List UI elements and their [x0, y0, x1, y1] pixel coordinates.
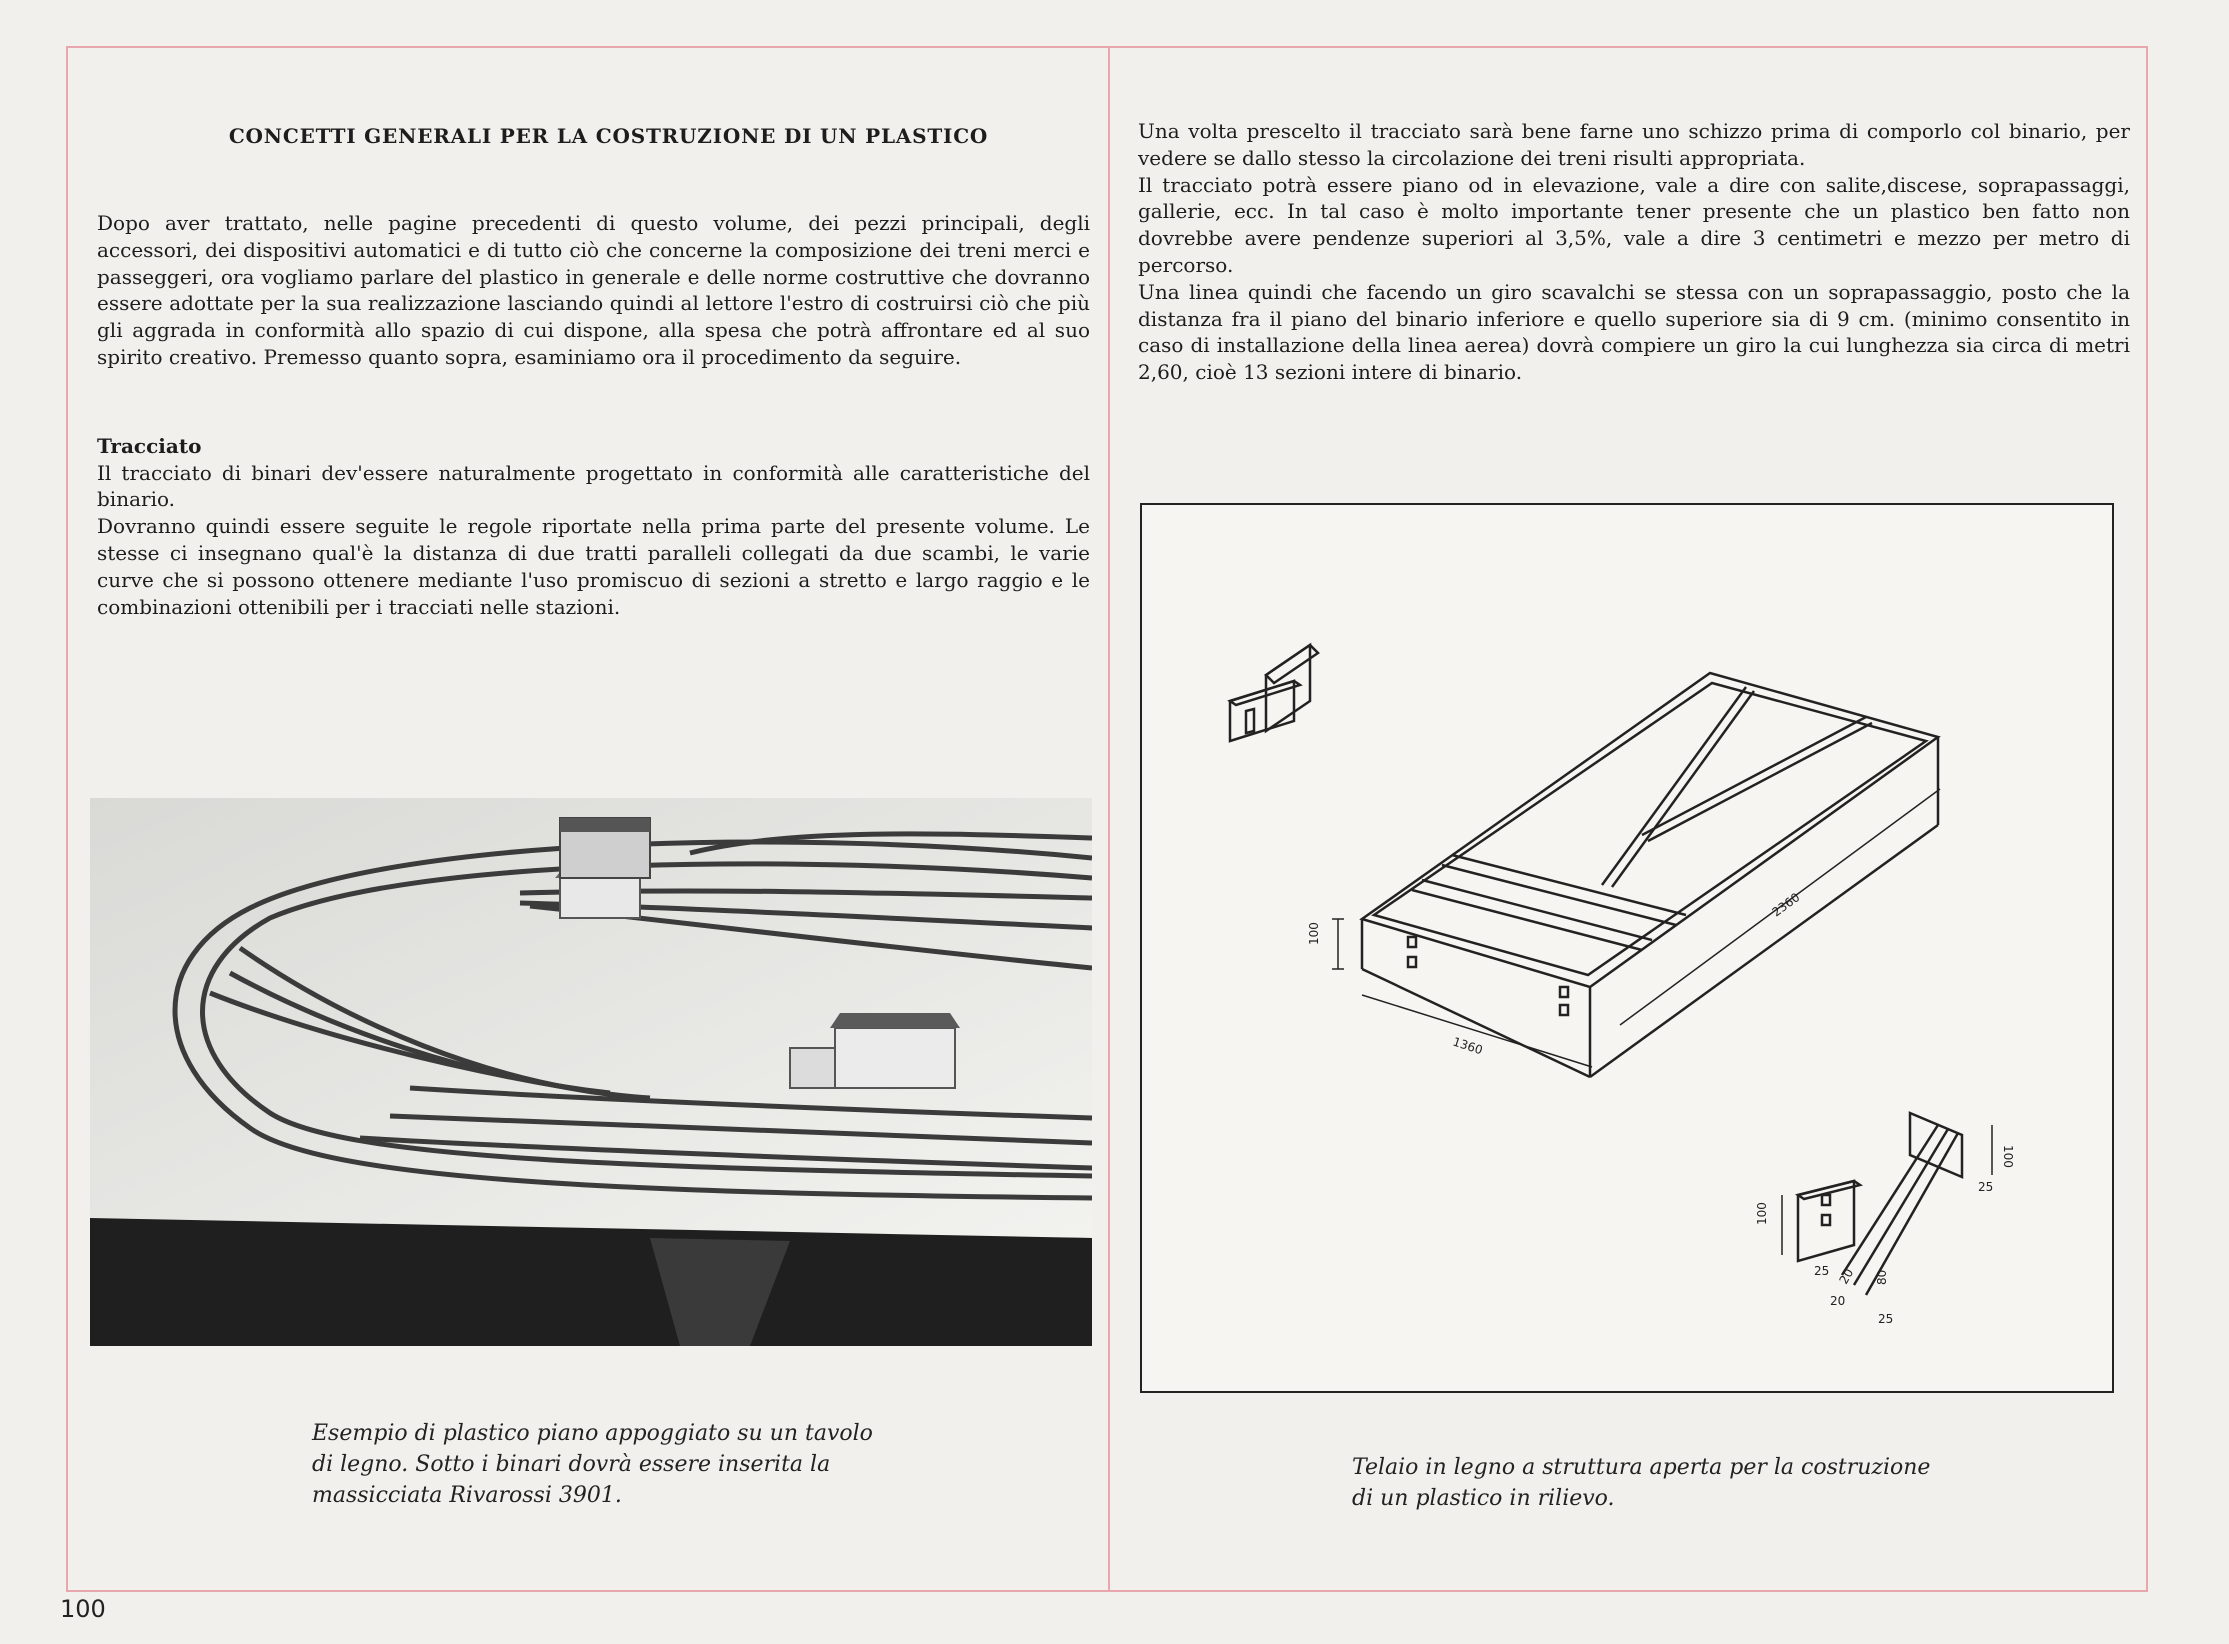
- dim-20-label-1: 20: [1830, 1294, 1846, 1308]
- intro-paragraph: Dopo aver trattato, nelle pagine precedenti di questo volume, dei pezzi principali, degli accessori, dei dispositivi automatici e di tutto ciò che concerne la composizione dei treni merci e passeggeri, ora vogliamo parlare del plastico in generale e delle norme costruttive che dovranno essere adottate per la sua realizzazione lasciando quindi al lettore l'estro di costruirsi ciò che più gli aggrada in conformità allo spazio di cui dispone, alla spesa che potrà affrontare ed al suo spirito creativo. Premesso quanto sopra, esaminiamo ora il procedimento da seguire.: [97, 211, 1090, 369]
- frame-drawing-svg: [1142, 505, 2112, 1391]
- dim-height-label-3: 100: [1755, 1202, 1769, 1225]
- left-column: [97, 118, 1090, 620]
- page-heading: CONCETTI GENERALI PER LA COSTRUZIONE DI UN PLASTICO: [228, 124, 989, 148]
- dim-width-label: 1360: [1451, 1034, 1485, 1058]
- right-paragraph-3: Una linea quindi che facendo un giro scavalchi se stessa con un soprapassaggio, posto che la distanza fra il piano del binario inferiore e quello superiore sia di 9 cm. (minimo consentito in caso di installazione della linea aerea) dovrà compiere un giro la cui lunghezza sia circa di metri 2,60, cioè 13 sezioni intere di binario.: [1138, 279, 2130, 385]
- dim-height-label: 100: [1307, 922, 1321, 945]
- dim-25-label-1: 25: [1978, 1180, 1994, 1194]
- dim-height-label-2: 100: [2001, 1145, 2015, 1168]
- signal-box: [560, 818, 650, 878]
- dim-25-label-2: 25: [1814, 1264, 1830, 1278]
- drawing-caption: Telaio in legno a struttura aperta per la costruzione di un plastico in rilievo.: [1352, 1455, 1931, 1511]
- layout-photo-image: [90, 798, 1092, 1346]
- column-divider: [1108, 46, 1110, 1592]
- tracciato-paragraph-1: Il tracciato di binari dev'essere naturalmente progettato in conformità alle caratteristiche del binario.: [97, 460, 1090, 512]
- dim-25-label-3: 25: [1878, 1312, 1894, 1326]
- dim-80-label: 80: [1875, 1269, 1889, 1285]
- right-column: [1138, 118, 2130, 386]
- tracciato-paragraph-2: Dovranno quindi essere seguite le regole riportate nella prima parte del presente volume. Le stesse ci insegnano qual'è la distanza di due tratti paralleli collegati da due scambi, le varie curve che si possono ottenere mediante l'uso promiscuo di sezioni a stretto e largo raggio e le combinazioni ottenibili per i tracciati nelle stazioni.: [97, 514, 1090, 619]
- dim-20-label-2: 20: [1836, 1266, 1857, 1287]
- dim-length-label: 2360: [1769, 890, 1803, 920]
- photo-caption: Esempio di plastico piano appoggiato su un tavolo di legno. Sotto i binari dovrà essere inserita la massicciata Rivarossi 3901.: [312, 1421, 873, 1508]
- right-paragraph-2: Il tracciato potrà essere piano od in elevazione, vale a dire con salite,discese, soprapassaggi, gallerie, ecc. In tal caso è molto importante tener presente che un plastico ben fatto non dovrebbe avere pendenze superiori al 3,5%, vale a dire 3 centimetri e mezzo per metro di percorso.: [1138, 172, 2130, 277]
- frame-drawing: [1140, 503, 2114, 1393]
- layout-photo: [90, 798, 1092, 1346]
- section-heading-tracciato: Tracciato: [97, 433, 202, 458]
- right-paragraph-1: Una volta prescelto il tracciato sarà bene farne uno schizzo prima di comporlo col binario, per vedere se dallo stesso la circolazione dei treni risulti appropriata.: [1138, 119, 2130, 170]
- page-number: 100: [60, 1595, 106, 1623]
